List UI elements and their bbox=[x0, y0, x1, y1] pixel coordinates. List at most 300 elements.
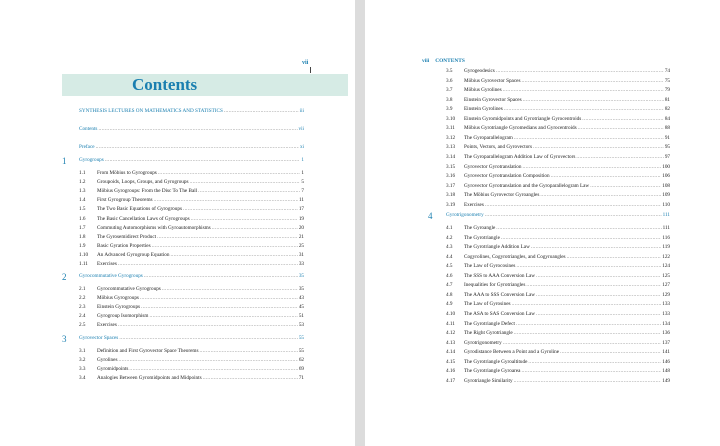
toc-section-entry[interactable] bbox=[446, 173, 670, 180]
entry-title: Möbius Gyrolines bbox=[464, 87, 502, 94]
entry-title: Gyrovector Gyrotranslation Composition bbox=[464, 173, 550, 180]
section-number: 3.18 bbox=[446, 192, 456, 199]
section-number: 4.4 bbox=[446, 253, 453, 260]
entry-page: 111 bbox=[662, 212, 670, 218]
entry-page: iii bbox=[299, 108, 304, 114]
section-number: 1.7 bbox=[79, 224, 86, 231]
entry-title: From Möbius to Gyrogroups bbox=[97, 170, 157, 176]
entry-title: Gyrovector Spaces bbox=[79, 335, 119, 341]
leader-dots bbox=[540, 192, 661, 199]
leader-dots bbox=[140, 295, 298, 302]
section-number: 3.2 bbox=[79, 357, 86, 364]
leader-dots bbox=[485, 212, 662, 219]
section-number: 1.10 bbox=[79, 251, 89, 258]
entry-page: 55 bbox=[298, 335, 304, 341]
section-number: 3.11 bbox=[446, 125, 455, 132]
entry-page: 69 bbox=[298, 366, 304, 373]
leader-dots bbox=[531, 244, 662, 251]
entry-page: 133 bbox=[662, 301, 670, 308]
toc-section-entry[interactable] bbox=[446, 97, 670, 104]
entry-title: The ASA to SAS Conversion Law bbox=[464, 310, 536, 317]
running-head-title: CONTENTS bbox=[435, 58, 465, 64]
entry-title: Inequalities for Gyrotriangles bbox=[464, 282, 526, 289]
entry-page: 1 bbox=[301, 170, 304, 176]
entry-page: 33 bbox=[298, 261, 304, 267]
entry-title: Exercises bbox=[97, 322, 117, 329]
entry-page: 1 bbox=[301, 157, 304, 163]
entry-page: 141 bbox=[662, 349, 670, 356]
entry-page: 110 bbox=[662, 201, 670, 208]
leader-dots bbox=[521, 368, 661, 375]
section-number: 1.2 bbox=[79, 179, 86, 186]
toc-section-entry[interactable] bbox=[446, 183, 670, 190]
leader-dots bbox=[96, 144, 299, 151]
leader-dots bbox=[582, 116, 664, 123]
toc-section-entry[interactable] bbox=[446, 282, 670, 289]
leader-dots bbox=[118, 322, 298, 329]
entry-page: 148 bbox=[662, 368, 670, 375]
toc-section-entry[interactable] bbox=[446, 254, 670, 261]
section-number: 1.11 bbox=[79, 261, 88, 267]
toc-section-entry[interactable] bbox=[446, 292, 670, 299]
entry-title: The Gyrotriangle Addition Law bbox=[464, 244, 530, 251]
entry-page: 35 bbox=[298, 286, 304, 292]
leader-dots bbox=[105, 157, 301, 164]
entry-title: The Gyrotriangle bbox=[464, 234, 500, 241]
leader-dots bbox=[501, 235, 662, 242]
entry-title: Einstein Gyrogroups bbox=[97, 304, 141, 311]
leader-dots bbox=[198, 188, 300, 195]
leader-dots bbox=[496, 225, 661, 232]
entry-page: 149 bbox=[662, 377, 670, 384]
running-head bbox=[422, 58, 465, 64]
leader-dots bbox=[514, 135, 664, 142]
page-gutter bbox=[355, 0, 365, 446]
toc-section-entry[interactable] bbox=[446, 144, 670, 151]
toc-chapter-entry[interactable] bbox=[79, 157, 304, 164]
entry-page: 51 bbox=[298, 313, 304, 320]
entry-page: 146 bbox=[662, 358, 670, 365]
toc-section-entry[interactable] bbox=[446, 78, 670, 85]
entry-title: Möbius Gyrogroups bbox=[97, 295, 139, 302]
leader-dots bbox=[512, 301, 662, 308]
leader-dots bbox=[141, 304, 298, 311]
section-number: 3.8 bbox=[446, 96, 453, 103]
section-number: 4.6 bbox=[446, 272, 453, 279]
entry-title: Basic Gyration Properties bbox=[97, 242, 151, 249]
entry-title: Gyrotrigonometry bbox=[446, 212, 484, 218]
section-number: 1.9 bbox=[79, 242, 86, 249]
leader-dots bbox=[522, 164, 661, 171]
entry-title: The AAA to SSS Conversion Law bbox=[464, 291, 536, 298]
entry-title: Commuting Automorphisms with Gyroautomorphisms bbox=[97, 224, 211, 231]
entry-page: 106 bbox=[662, 173, 670, 180]
entry-title: Gyrogroup Isomorphism bbox=[97, 313, 149, 320]
entry-page: 21 bbox=[298, 233, 304, 240]
leader-dots bbox=[118, 357, 297, 364]
section-number: 1.8 bbox=[79, 233, 86, 240]
entry-title: The Gyrotriangle Gyroaltitude bbox=[464, 358, 528, 365]
section-number: 2.1 bbox=[79, 286, 86, 292]
section-number: 4.15 bbox=[446, 358, 456, 365]
leader-dots bbox=[119, 335, 297, 342]
entry-title: Gyrocommutative Gyrogroups bbox=[79, 273, 143, 279]
entry-page: 137 bbox=[662, 339, 670, 346]
entry-page: 127 bbox=[662, 282, 670, 289]
section-number: 3.7 bbox=[446, 87, 453, 94]
chapter-number: 1 bbox=[62, 156, 67, 166]
entry-title: Gyrogeodesics bbox=[464, 68, 495, 74]
entry-title: Exercises bbox=[464, 201, 484, 208]
leader-dots bbox=[154, 197, 298, 204]
toc-section-entry[interactable] bbox=[446, 311, 670, 318]
leader-dots bbox=[183, 206, 298, 213]
entry-page: 116 bbox=[662, 234, 670, 241]
toc-section-entry[interactable] bbox=[79, 322, 304, 329]
section-number: 3.13 bbox=[446, 144, 456, 151]
entry-page: 134 bbox=[662, 320, 670, 327]
leader-dots bbox=[516, 321, 661, 328]
entry-title: The SSS to AAA Conversion Law bbox=[464, 272, 536, 279]
leader-dots bbox=[514, 330, 662, 337]
entry-page: 62 bbox=[298, 357, 304, 364]
leader-dots bbox=[560, 349, 661, 356]
entry-title: Einstein Gyrolines bbox=[464, 106, 503, 113]
leader-dots bbox=[523, 97, 664, 104]
section-number: 4.2 bbox=[446, 234, 453, 241]
section-number: 4.5 bbox=[446, 263, 453, 270]
leader-dots bbox=[190, 179, 301, 186]
entry-title: Möbius Gyrotriangle Gyromedians and Gyrocentroids bbox=[464, 125, 577, 132]
entry-title: Groupoids, Loops, Groups, and Gyrogroups bbox=[97, 179, 189, 186]
entry-page: 31 bbox=[298, 251, 304, 258]
section-number: 4.7 bbox=[446, 282, 453, 289]
entry-page: 82 bbox=[664, 106, 670, 113]
leader-dots bbox=[503, 340, 661, 347]
chapter-number: 3 bbox=[62, 334, 67, 344]
entry-page: 111 bbox=[662, 225, 670, 231]
section-number: 4.14 bbox=[446, 349, 456, 356]
toc-front-entry[interactable] bbox=[79, 126, 304, 133]
leader-dots bbox=[162, 286, 298, 293]
entry-title: The Möbius Gyrovector Gyroangles bbox=[464, 192, 540, 199]
entry-title: Points, Vectors, and Gyrovectors bbox=[464, 144, 533, 151]
section-number: 2.5 bbox=[79, 322, 86, 329]
section-number: 3.6 bbox=[446, 77, 453, 84]
entry-page: 122 bbox=[662, 253, 670, 260]
leader-dots bbox=[533, 144, 664, 151]
toc-section-entry[interactable] bbox=[79, 234, 304, 241]
chapter-number: 4 bbox=[428, 211, 433, 221]
entry-title: The Two Basic Equations of Gyrogroups bbox=[97, 206, 182, 213]
section-number: 4.10 bbox=[446, 310, 456, 317]
entry-page: 109 bbox=[662, 192, 670, 199]
toc-section-entry[interactable] bbox=[446, 301, 670, 308]
entry-page: 20 bbox=[298, 224, 304, 231]
toc-front-entry[interactable] bbox=[79, 144, 304, 151]
section-number: 3.17 bbox=[446, 182, 456, 189]
entry-page: 91 bbox=[664, 134, 670, 141]
toc-section-entry[interactable] bbox=[79, 188, 304, 195]
section-number: 4.17 bbox=[446, 377, 456, 384]
page-number: vii bbox=[302, 60, 309, 66]
section-number: 4.1 bbox=[446, 225, 453, 231]
entry-title: Gyrotrigonometry bbox=[464, 339, 502, 346]
section-number: 3.4 bbox=[79, 375, 86, 382]
toc-section-entry[interactable] bbox=[79, 366, 304, 373]
leader-dots bbox=[170, 252, 297, 259]
leader-dots bbox=[129, 366, 297, 373]
section-number: 4.11 bbox=[446, 320, 455, 327]
entry-page: 119 bbox=[662, 244, 670, 251]
section-number: 3.3 bbox=[79, 366, 86, 373]
toc-section-entry[interactable] bbox=[446, 263, 670, 270]
entry-title: The Law of Gyrosines bbox=[464, 301, 511, 308]
leader-dots bbox=[590, 183, 661, 190]
leader-dots bbox=[224, 108, 299, 115]
leader-dots bbox=[536, 292, 661, 299]
leader-dots bbox=[199, 348, 297, 355]
entry-title: Gyrolines bbox=[97, 357, 118, 364]
entry-title: SYNTHESIS LECTURES ON MATHEMATICS AND STATISTICS bbox=[79, 108, 223, 114]
entry-page: 125 bbox=[662, 272, 670, 279]
entry-title: The Right Gyrotriangle bbox=[464, 330, 513, 337]
leader-dots bbox=[152, 243, 298, 250]
section-number: 3.9 bbox=[446, 106, 453, 113]
entry-title: Gyrovector Gyrotranslation and the Gyroparallelogram Law bbox=[464, 182, 590, 189]
toc-section-entry[interactable] bbox=[446, 368, 670, 375]
leader-dots bbox=[144, 273, 298, 280]
entry-title: The Gyroangle bbox=[464, 225, 496, 231]
page-title: Contents bbox=[132, 75, 198, 94]
section-number: 1.6 bbox=[79, 215, 86, 222]
entry-title: The Law of Gyrocosines bbox=[464, 263, 516, 270]
entry-page: 53 bbox=[298, 322, 304, 329]
toc-section-entry[interactable] bbox=[79, 225, 304, 232]
toc-section-entry[interactable] bbox=[446, 378, 670, 385]
entry-title: The Gyrotriangle Gyroarea bbox=[464, 368, 521, 375]
toc-section-entry[interactable] bbox=[446, 154, 670, 161]
toc-section-entry[interactable] bbox=[446, 273, 670, 280]
entry-title: The Gyroparallelogram Addition Law of Gyrovectors bbox=[464, 153, 576, 160]
toc-section-entry[interactable] bbox=[446, 330, 670, 337]
section-number: 1.1 bbox=[79, 170, 86, 176]
leader-dots bbox=[516, 263, 661, 270]
entry-page: 88 bbox=[664, 125, 670, 132]
entry-title: Definition and First Gyrovector Space Theorems bbox=[97, 348, 199, 354]
toc-section-entry[interactable] bbox=[446, 321, 670, 328]
entry-page: 74 bbox=[664, 68, 670, 74]
entry-title: Gyromidpoints bbox=[97, 366, 129, 373]
toc-section-entry[interactable] bbox=[79, 216, 304, 223]
section-number: 1.3 bbox=[79, 188, 86, 195]
entry-title: Analogies Between Gyromidpoints and Midpoints bbox=[97, 375, 202, 382]
leader-dots bbox=[521, 78, 663, 85]
entry-page: 97 bbox=[664, 153, 670, 160]
leader-dots bbox=[526, 282, 661, 289]
section-number: 1.5 bbox=[79, 206, 86, 213]
leader-dots bbox=[528, 359, 661, 366]
leader-dots bbox=[576, 154, 663, 161]
entry-page: 17 bbox=[298, 206, 304, 213]
entry-title: Gyrovector Gyrotranslation bbox=[464, 163, 522, 170]
entry-page: 43 bbox=[298, 295, 304, 302]
toc-section-entry[interactable] bbox=[79, 286, 304, 293]
toc-section-entry[interactable] bbox=[446, 192, 670, 199]
toc-section-entry[interactable] bbox=[79, 348, 304, 355]
section-number: 3.15 bbox=[446, 163, 456, 170]
section-number: 4.9 bbox=[446, 301, 453, 308]
leader-dots bbox=[158, 170, 301, 177]
toc-section-entry[interactable] bbox=[79, 295, 304, 302]
toc-section-entry[interactable] bbox=[446, 116, 670, 123]
entry-title: Cogyrolines, Cogyrotriangles, and Cogyroangles bbox=[464, 253, 566, 260]
section-number: 1.4 bbox=[79, 197, 86, 204]
section-number: 3.10 bbox=[446, 115, 456, 122]
toc-section-entry[interactable] bbox=[446, 244, 670, 251]
toc-section-entry[interactable] bbox=[79, 179, 304, 186]
section-number: 3.1 bbox=[79, 348, 86, 354]
entry-page: 108 bbox=[662, 182, 670, 189]
toc-front-entry[interactable] bbox=[79, 108, 304, 115]
entry-title: The Gyrosemidirect Product bbox=[97, 233, 157, 240]
leader-dots bbox=[551, 173, 662, 180]
entry-page: 35 bbox=[298, 273, 304, 279]
toc-section-entry[interactable] bbox=[79, 243, 304, 250]
entry-title: Gyrocommutative Gyrogroups bbox=[97, 286, 161, 292]
leader-dots bbox=[514, 378, 662, 385]
entry-page: 11 bbox=[299, 197, 304, 204]
entry-title: Einstein Gyrovector Spaces bbox=[464, 96, 522, 103]
toc-section-entry[interactable] bbox=[79, 375, 304, 382]
entry-title: Einstein Gyromidpoints and Gyrotriangle Gyrocentroids bbox=[464, 115, 582, 122]
section-number: 2.2 bbox=[79, 295, 86, 302]
toc-chapter-entry[interactable] bbox=[79, 273, 304, 280]
toc-section-entry[interactable] bbox=[446, 225, 670, 232]
entry-title: Contents bbox=[79, 126, 98, 132]
left-page bbox=[0, 0, 355, 446]
entry-title: An Advanced Gyrogroup Equation bbox=[97, 251, 170, 258]
entry-title: The Basic Cancellation Laws of Gyrogroups bbox=[97, 215, 190, 222]
toc-section-entry[interactable] bbox=[446, 87, 670, 94]
entry-page: 25 bbox=[298, 242, 304, 249]
leader-dots bbox=[567, 254, 662, 261]
margin-mark bbox=[310, 67, 311, 73]
chapter-number: 2 bbox=[62, 272, 67, 282]
leader-dots bbox=[536, 311, 661, 318]
entry-title: The Gyrotriangle Defect bbox=[464, 320, 515, 327]
leader-dots bbox=[98, 126, 297, 133]
entry-page: 84 bbox=[664, 115, 670, 122]
entry-title: The Gyroparallelogram bbox=[464, 134, 513, 141]
leader-dots bbox=[157, 234, 298, 241]
toc-section-entry[interactable] bbox=[79, 170, 304, 177]
toc-chapter-entry[interactable] bbox=[79, 335, 304, 342]
toc-section-entry[interactable] bbox=[446, 235, 670, 242]
section-number: 4.16 bbox=[446, 368, 456, 375]
entry-page: 124 bbox=[662, 263, 670, 270]
toc-section-entry[interactable] bbox=[446, 106, 670, 113]
section-number: 4.8 bbox=[446, 291, 453, 298]
entry-title: Preface bbox=[79, 144, 95, 150]
toc-section-entry[interactable] bbox=[79, 304, 304, 311]
toc-section-entry[interactable] bbox=[446, 202, 670, 209]
entry-title: Gyrotriangle Similarity bbox=[464, 377, 513, 384]
entry-page: 7 bbox=[301, 188, 304, 195]
entry-page: 5 bbox=[301, 179, 304, 186]
leader-dots bbox=[118, 261, 298, 268]
toc-section-entry[interactable] bbox=[446, 125, 670, 132]
leader-dots bbox=[149, 313, 297, 320]
entry-page: 45 bbox=[298, 304, 304, 311]
leader-dots bbox=[503, 87, 664, 94]
section-number: 4.13 bbox=[446, 339, 456, 346]
section-number: 3.19 bbox=[446, 201, 456, 208]
toc-section-entry[interactable] bbox=[79, 313, 304, 320]
section-number: 3.14 bbox=[446, 153, 456, 160]
leader-dots bbox=[504, 106, 664, 113]
toc-section-entry[interactable] bbox=[446, 164, 670, 171]
toc-section-entry[interactable] bbox=[79, 252, 304, 259]
toc-section-entry[interactable] bbox=[446, 135, 670, 142]
entry-title: Exercises bbox=[97, 261, 117, 267]
leader-dots bbox=[212, 225, 298, 232]
toc-section-entry[interactable] bbox=[446, 349, 670, 356]
entry-title: Möbius Gyrogroups: From the Disc To The Ball bbox=[97, 188, 198, 195]
entry-title: Gyrogroups bbox=[79, 157, 104, 163]
leader-dots bbox=[485, 202, 662, 209]
entry-page: 75 bbox=[664, 77, 670, 84]
toc-section-entry[interactable] bbox=[446, 359, 670, 366]
entry-title: Möbius Gyrovector Spaces bbox=[464, 77, 521, 84]
entry-page: 79 bbox=[664, 87, 670, 94]
leader-dots bbox=[496, 68, 664, 75]
section-number: 2.3 bbox=[79, 304, 86, 311]
entry-page: 133 bbox=[662, 310, 670, 317]
toc-section-entry[interactable] bbox=[79, 357, 304, 364]
leader-dots bbox=[536, 273, 661, 280]
entry-page: vii bbox=[298, 126, 304, 132]
toc-section-entry[interactable] bbox=[446, 68, 670, 75]
entry-page: 19 bbox=[298, 215, 304, 222]
section-number: 4.12 bbox=[446, 330, 456, 337]
entry-page: xi bbox=[299, 144, 304, 150]
toc-section-entry[interactable] bbox=[79, 197, 304, 204]
toc-section-entry[interactable] bbox=[446, 340, 670, 347]
leader-dots bbox=[203, 375, 298, 382]
section-number: 3.5 bbox=[446, 68, 453, 74]
section-number: 2.4 bbox=[79, 313, 86, 320]
toc-chapter-entry[interactable] bbox=[446, 212, 670, 219]
entry-page: 95 bbox=[664, 144, 670, 151]
entry-page: 136 bbox=[662, 330, 670, 337]
section-number: 3.12 bbox=[446, 134, 456, 141]
entry-page: 71 bbox=[298, 375, 304, 382]
leader-dots bbox=[191, 216, 298, 223]
entry-page: 129 bbox=[662, 291, 670, 298]
section-number: 4.3 bbox=[446, 244, 453, 251]
entry-title: Gyrodistance Between a Point and a Gyroline bbox=[464, 349, 560, 356]
entry-page: 55 bbox=[298, 348, 304, 354]
section-number: 3.16 bbox=[446, 173, 456, 180]
entry-title: First Gyrogroup Theorems bbox=[97, 197, 153, 204]
toc-section-entry[interactable] bbox=[79, 261, 304, 268]
leader-dots bbox=[578, 125, 664, 132]
title-banner bbox=[62, 74, 348, 96]
entry-page: 100 bbox=[662, 163, 670, 170]
page-number: viii bbox=[422, 58, 430, 64]
toc-section-entry[interactable] bbox=[79, 206, 304, 213]
